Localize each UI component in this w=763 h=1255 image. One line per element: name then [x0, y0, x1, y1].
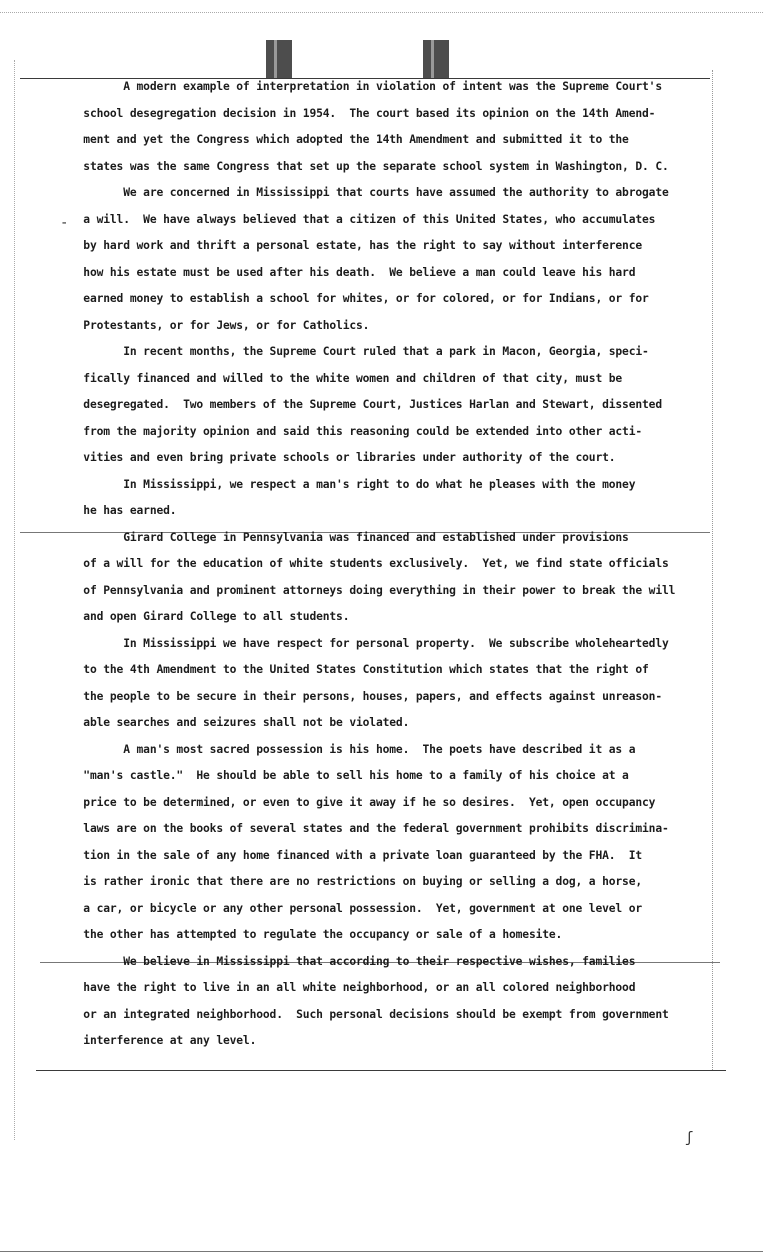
text-line: fically financed and willed to the white women and children of that city, must be: [70, 371, 623, 385]
text-line: he has earned.: [70, 504, 177, 517]
text-line: In Mississippi, we respect a man's right to do what he pleases with the money: [70, 477, 636, 491]
text-line: a car, or bicycle or any other personal possession. Yet, government at one level or: [70, 901, 643, 915]
text-line: A modern example of interpretation in violation of intent was the Supreme Court's: [70, 80, 662, 93]
text-line: In Mississippi we have respect for personal property. We subscribe wholeheartedly: [70, 636, 669, 650]
text-line: Protestants, or for Jews, or for Catholics.: [70, 318, 370, 332]
text-line: In recent months, the Supreme Court ruled that a park in Macon, Georgia, speci-: [70, 345, 649, 358]
text-line: interference at any level.: [70, 1034, 257, 1047]
margin-mark: -: [60, 215, 69, 231]
text-line: A man's most sacred possession is his home. The poets have described it as a: [70, 742, 636, 756]
text-line: tion in the sale of any home financed with a private loan guaranteed by the FHA. It: [70, 848, 643, 862]
text-line: We believe in Mississippi that according to their respective wishes, families: [70, 954, 636, 968]
margin-mark: ʃ: [685, 1130, 694, 1146]
bottom-rule: [36, 1070, 726, 1071]
text-line: the people to be secure in their persons, houses, papers, and effects against unreason-: [70, 689, 662, 703]
text-line: or an integrated neighborhood. Such personal decisions should be exempt from government: [70, 1007, 669, 1021]
text-line: to the 4th Amendment to the United States Constitution which states that the right of: [70, 663, 649, 676]
text-line: how his estate must be used after his death. We believe a man could leave his hard: [70, 265, 636, 279]
top-scan-noise: [0, 0, 763, 13]
text-line: price to be determined, or even to give it away if he so desires. Yet, open occupancy: [70, 795, 656, 809]
text-line: and open Girard College to all students.: [70, 610, 350, 623]
text-line: the other has attempted to regulate the occupancy or sale of a homesite.: [70, 928, 563, 941]
text-line: is rather ironic that there are no restrictions on buying or selling a dog, a horse,: [70, 875, 643, 888]
right-scan-edge: [712, 70, 713, 1070]
text-line: desegregated. Two members of the Supreme Court, Justices Harlan and Stewart, dissented: [70, 398, 662, 411]
page-edge-rule: [0, 1251, 763, 1252]
text-line: a will. We have always believed that a citizen of this United States, who accumulates: [70, 212, 656, 226]
text-line: by hard work and thrift a personal estate, has the right to say without interference: [70, 239, 643, 252]
text-line: school desegregation decision in 1954. The court based its opinion on the 14th Amend-: [70, 106, 656, 120]
text-line: of a will for the education of white students exclusively. Yet, we find state officials: [70, 557, 669, 570]
text-line: earned money to establish a school for whites, or for colored, or for Indians, or for: [70, 292, 649, 305]
text-line: states was the same Congress that set up the separate school system in Washington, D. C.: [70, 159, 669, 173]
text-line: We are concerned in Mississippi that courts have assumed the authority to abrogate: [70, 186, 669, 199]
text-line: laws are on the books of several states and the federal government prohibits discrimina-: [70, 822, 669, 835]
text-line: have the right to live in an all white neighborhood, or an all colored neighborhood: [70, 981, 636, 994]
text-line: Girard College in Pennsylvania was financed and established under provisions: [70, 530, 629, 544]
text-line: of Pennsylvania and prominent attorneys doing everything in their power to break the will: [70, 583, 676, 597]
binding-mark: [266, 40, 292, 78]
text-line: ment and yet the Congress which adopted the 14th Amendment and submitted it to the: [70, 133, 629, 146]
text-line: "man's castle." He should be able to sell his home to a family of his choice at a: [70, 769, 629, 782]
document-body: [70, 74, 710, 1055]
text-line: vities and even bring private schools or libraries under authority of the court.: [70, 451, 616, 464]
left-scan-edge: [14, 60, 15, 1140]
text-line: able searches and seizures shall not be violated.: [70, 716, 410, 729]
text-line: from the majority opinion and said this reasoning could be extended into other acti-: [70, 424, 643, 438]
binding-mark: [423, 40, 449, 78]
